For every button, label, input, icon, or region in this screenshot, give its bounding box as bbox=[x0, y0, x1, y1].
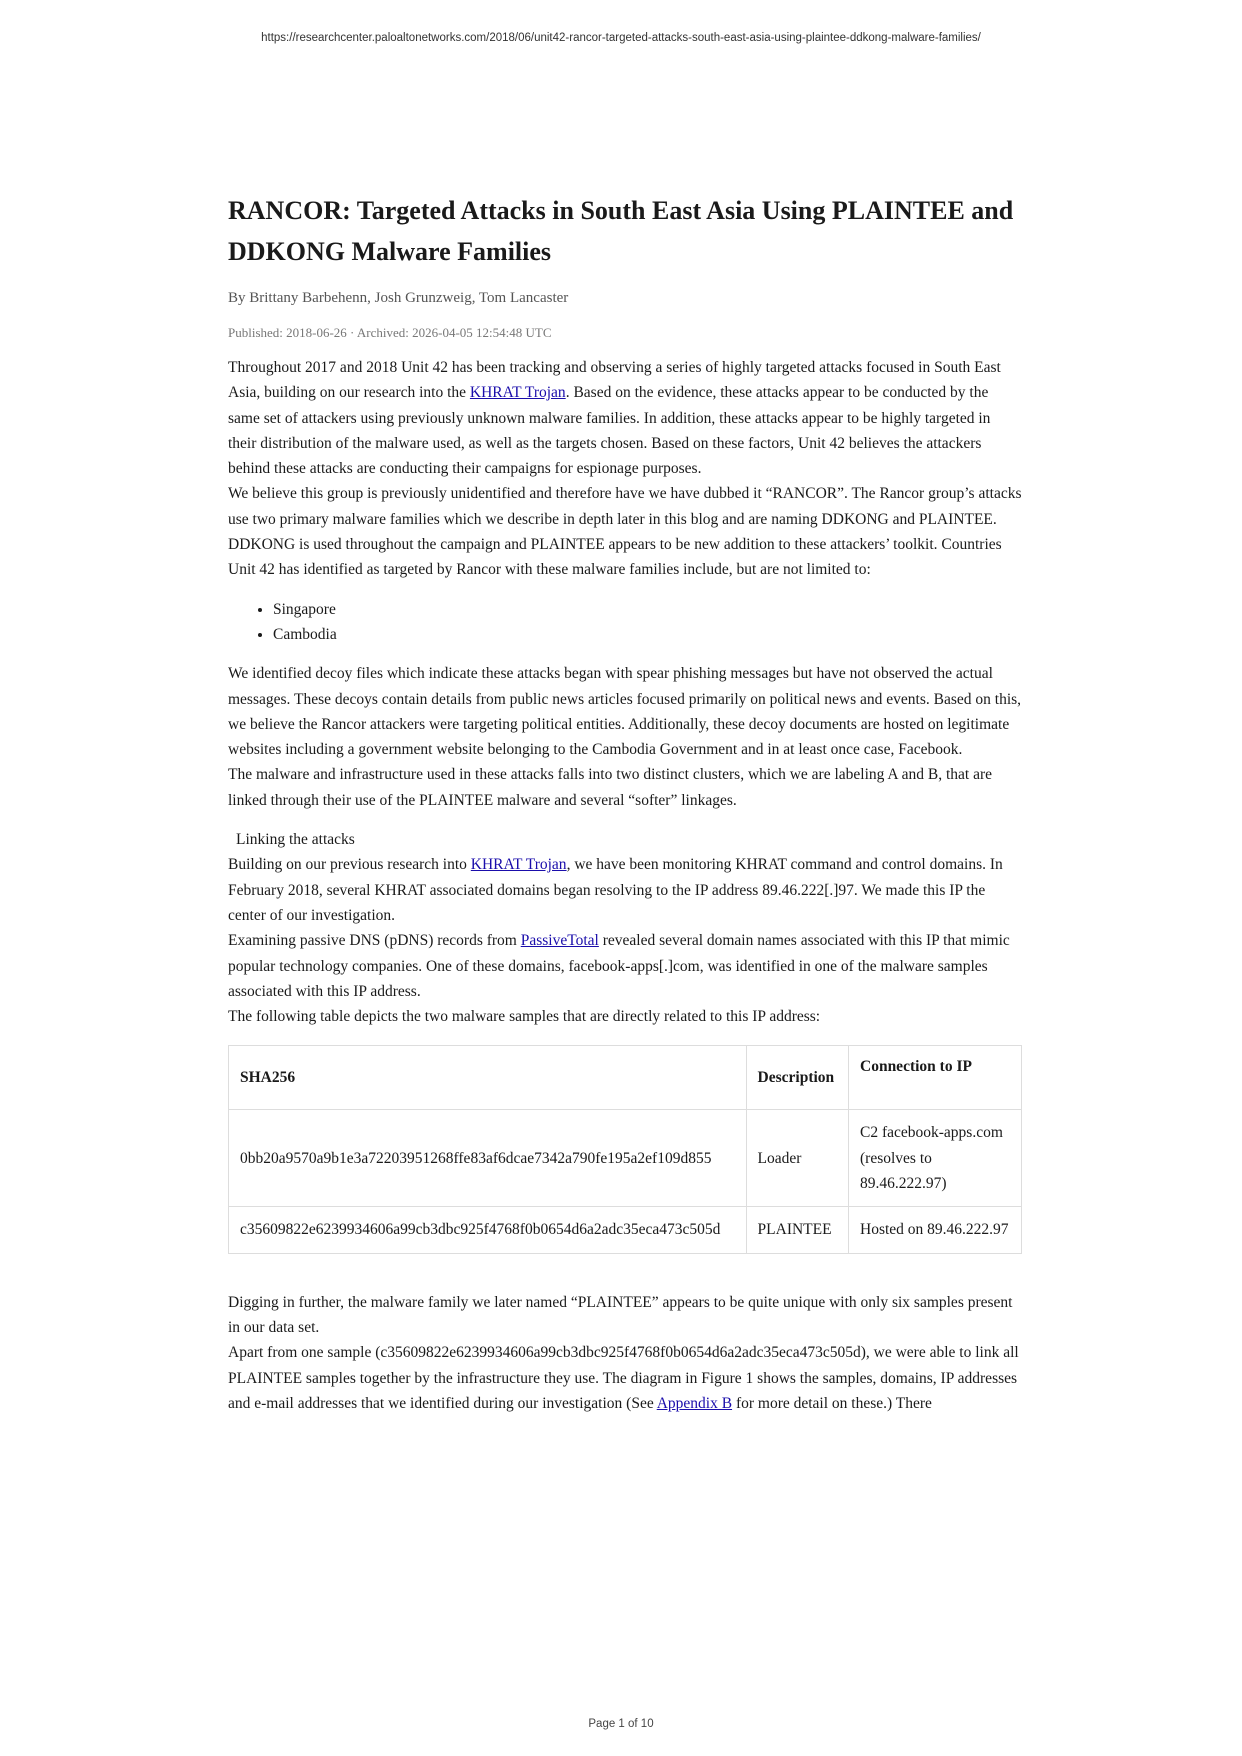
column-header: Connection to IP bbox=[849, 1046, 1022, 1110]
khrat-trojan-link[interactable]: KHRAT Trojan bbox=[469, 384, 566, 402]
passivetotal-link[interactable]: PassiveTotal bbox=[520, 932, 599, 950]
paragraph-decoys: We identified decoy files which indicate these attacks began with spear phishing messages but have not observed the actual messages. These decoys contain details from public news articles focused primarily on political news and events. Based on this, we believe the Rancor attackers were targeting political entities. Additionally, these decoy documents are hosted on legitimate websites including a government website belonging to the Cambodia Government and in at least once case, Facebook. bbox=[228, 665, 1022, 759]
table-cell: c35609822e6239934606a99cb3dbc925f4768f0b0654d6a2adc35eca473c505d bbox=[229, 1207, 747, 1253]
table-row bbox=[229, 1207, 1022, 1253]
paragraph-khrat bbox=[228, 852, 1022, 928]
table-header-row bbox=[229, 1046, 1022, 1110]
paragraph-infrastructure bbox=[228, 1340, 1022, 1416]
publish-meta: Published: 2018-06-26 · Archived: 2026-04-05 12:54:48 UTC bbox=[228, 325, 552, 340]
text: Apart from one sample (c35609822e6239934606a99cb3dbc925f4768f0b0654d6a2adc35eca473c505d), we were able to link all PLAINTEE samples together by the infrastructure they use. The diagram in Figure 1 shows the samples, domains, IP addresses and e-mail addresses that we identified during our investigation (See bbox=[228, 1344, 1019, 1412]
column-header: SHA256 bbox=[229, 1046, 747, 1110]
samples-table bbox=[228, 1045, 1022, 1253]
paragraph-pdns bbox=[228, 928, 1022, 1004]
paragraph-rancor: We believe this group is previously unidentified and therefore have we have dubbed it “RANCOR”. The Rancor group’s attacks use two primary malware families which we describe in depth later in this blog and are naming DDKONG and PLAINTEE. DDKONG is used throughout the campaign and PLAINTEE appears to be new addition to these attackers’ toolkit. Countries Unit 42 has identified as targeted by Rancor with these malware families include, but are not limited to: bbox=[228, 485, 1022, 579]
paragraph-plaintee: Digging in further, the malware family we later named “PLAINTEE” appears to be quite unique with only six samples present in our data set. bbox=[228, 1293, 1013, 1336]
paragraph-table-intro: The following table depicts the two malware samples that are directly related to this IP address: bbox=[228, 1008, 821, 1026]
table-row bbox=[229, 1110, 1022, 1207]
article bbox=[228, 190, 1022, 1416]
article-title: RANCOR: Targeted Attacks in South East Asia Using PLAINTEE and DDKONG Malware Families bbox=[228, 196, 1014, 266]
byline: By Brittany Barbehenn, Josh Grunzweig, Tom Lancaster bbox=[228, 290, 569, 306]
table-cell: Loader bbox=[746, 1110, 848, 1207]
page-number: Page 1 of 10 bbox=[588, 1718, 654, 1730]
text: revealed several domain names associated with this IP that mimic popular technology companies. One of these domains, facebook-apps[.]com, was identified in one of the malware samples associated with this IP address. bbox=[228, 932, 1010, 1000]
table-cell: 0bb20a9570a9b1e3a72203951268ffe83af6dcae7342a790fe195a2ef109d855 bbox=[229, 1110, 747, 1207]
countries-list bbox=[228, 597, 1022, 648]
text: Building on our previous research into bbox=[228, 856, 471, 874]
text: Throughout 2017 and 2018 Unit 42 has been tracking and observing a series of highly targeted attacks focused in South East Asia, building on our research into the bbox=[228, 359, 1001, 402]
page-url-header: https://researchcenter.paloaltonetworks.com/2018/06/unit42-rancor-targeted-attacks-south-east-asia-using-plaintee-ddkong-malware-families/ bbox=[261, 32, 981, 44]
table-cell: PLAINTEE bbox=[746, 1207, 848, 1253]
text: for more detail on these.) There bbox=[732, 1394, 932, 1412]
text: , we have been monitoring KHRAT command and control domains. In February 2018, several KHRAT associated domains began resolving to the IP address 89.46.222[.]97. We made this IP the center of our investigation. bbox=[228, 856, 1003, 924]
appendix-b-link[interactable]: Appendix B bbox=[656, 1394, 733, 1412]
list-item: • Cambodia bbox=[273, 622, 1022, 647]
table-cell: C2 facebook-apps.com (resolves to 89.46.222.97) bbox=[849, 1110, 1022, 1207]
column-header: Description bbox=[746, 1046, 848, 1110]
paragraph-intro bbox=[228, 355, 1022, 481]
section-heading: Linking the attacks bbox=[236, 831, 355, 849]
list-item: • Singapore bbox=[273, 597, 1022, 622]
text: Examining passive DNS (pDNS) records from bbox=[228, 932, 521, 950]
khrat-trojan-link[interactable]: KHRAT Trojan bbox=[470, 856, 567, 874]
text: . Based on the evidence, these attacks appear to be conducted by the same set of attackers using previously unknown malware families. In addition, these attacks appear to be highly targeted in their distribution of the malware used, as well as the targets chosen. Based on these factors, Unit 42 believes the attackers behind these attacks are conducting their campaigns for espionage purposes. bbox=[228, 384, 991, 478]
paragraph-clusters: The malware and infrastructure used in these attacks falls into two distinct clusters, which we are labeling A and B, that are linked through their use of the PLAINTEE malware and several “softer” linkages. bbox=[228, 766, 992, 809]
table-cell: Hosted on 89.46.222.97 bbox=[849, 1207, 1022, 1253]
